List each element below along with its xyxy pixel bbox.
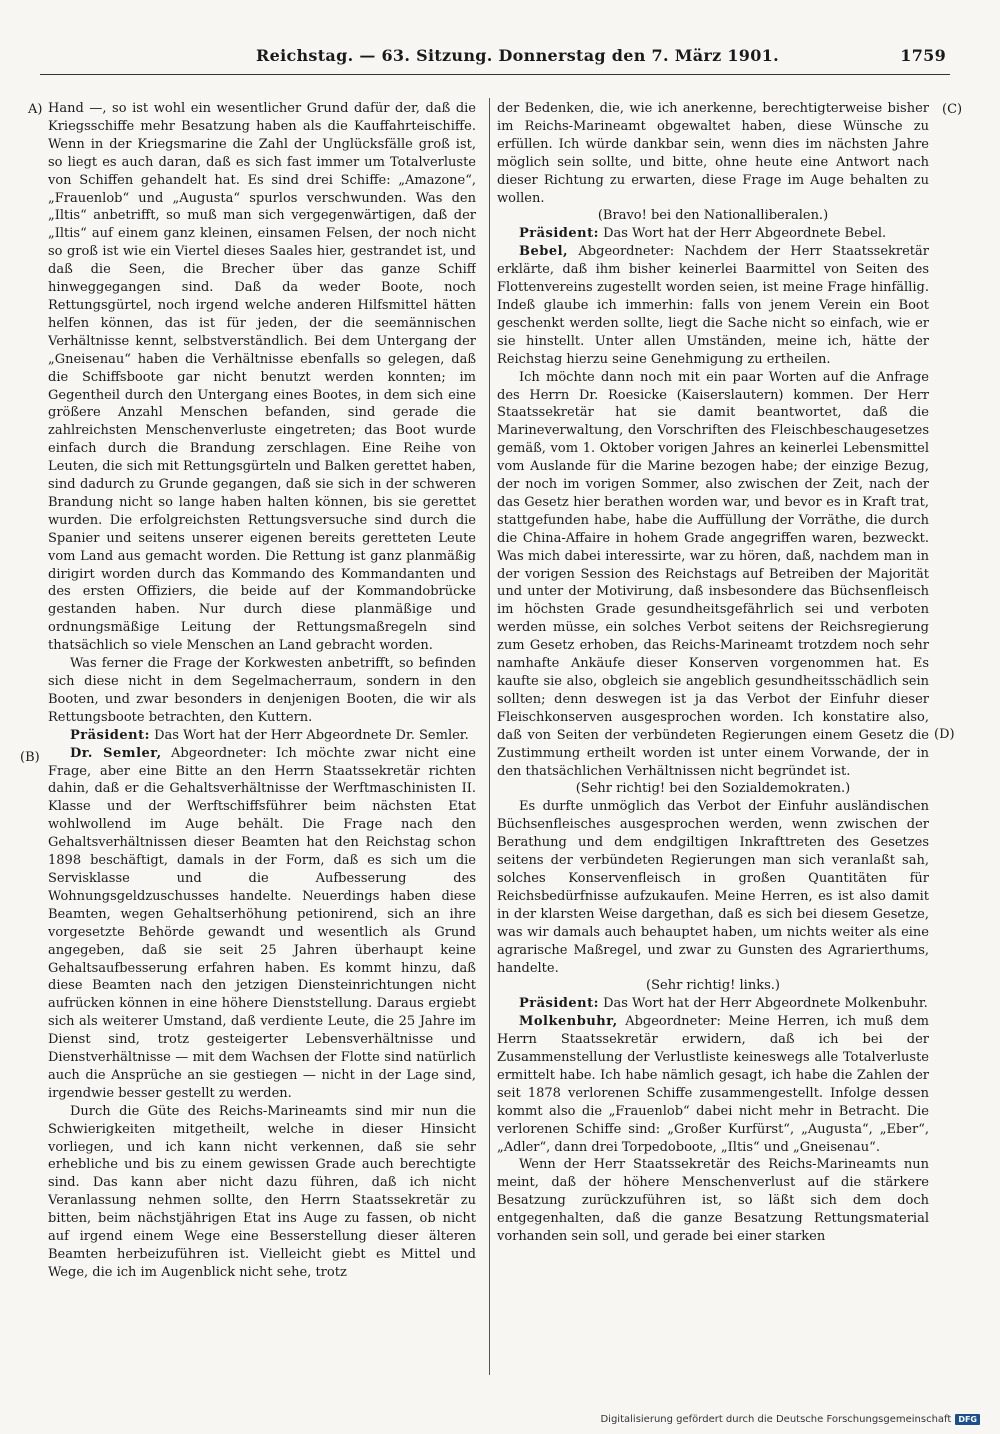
footer-text: Digitalisierung gefördert durch die Deutsche Forschungsgemeinschaft [600, 1413, 952, 1425]
speaker-name: Dr. Semler, [70, 745, 162, 761]
running-header [256, 46, 946, 68]
speech-text: Abgeordneter: Nachdem der Herr Staatssekretär erklärte, daß ihm bisher keinerlei Baarmittel von Seiten des Flottenvereins zugestellt worden seien, ist meine Frage hinfällig. Indeß glaube ich immerhin: falls von jenem Verein ein Boot geschenkt werden sollte, liegt die Sache nicht so einfach, wie er sie hinstellt. Unter allen Umständen, meine ich, hätte der Reichstag hierzu seine Genehmigung zu ertheilen. [497, 244, 929, 367]
dfg-logo-icon: DFG [955, 1414, 980, 1425]
paragraph: der Bedenken, die, wie ich anerkenne, berechtigterweise bisher im Reichs-Marineamt obgewaltet haben, diese Wünsche zu erfüllen. Ich würde dankbar sein, wenn dies im nächsten Jahre möglich sein sollte, und bitte, ohne heute eine Antwort nach dieser Richtung zu erwarten, diese Frage im Auge behalten zu wollen. [497, 101, 929, 206]
interjection: (Sehr richtig! bei den Sozialdemokraten.) [575, 781, 851, 797]
left-column [48, 100, 476, 1380]
column-divider [489, 98, 490, 1375]
speech-text: Abgeordneter: Ich möchte zwar nicht eine Frage, aber eine Bitte an den Herrn Staatssekretär richten dahin, daß er die Gehaltsverhältnisse der Werftmaschinisten II. Klasse und der Werftschiffsführer beim nächsten Etat wohlwollend im Auge behält. Die Frage nach den Gehaltsverhältnissen dieser Beamten hat den Reichstag schon 1898 beschäftigt, damals in der Form, daß es sich um die Servisklasse und die Aufbesserung des Wohnungsgeldzuschusses handelte. Neuerdings haben diese Beamten, wegen Gehaltserhöhung petionirend, sich an ihre vorgesetzte Behörde gewandt und wesentlich als Grund angegeben, daß sie seit 25 Jahren überhaupt keine Gehaltsaufbesserung erfahren haben. Es kommt hinzu, daß diese Beamten nach den jetzigen Diensteinrichtungen nicht aufrücken können in eine höhere Dienststellung. Daraus ergiebt sich als weiterer Umstand, daß verdiente Leute, die 25 Jahre im Dienst sind, trotz gesteigerter Lebensverhältnisse und Dienstverhältnisse — mit dem Wachsen der Flotte sind natürlich auch die Ansprüche an sie gestiegen — nicht in der Lage sind, irgendwie besser gestellt zu werden. [48, 745, 476, 1101]
margin-marker-a: A) [28, 102, 43, 117]
paragraph [497, 1013, 929, 1156]
margin-marker-c: (C) [942, 102, 963, 117]
paragraph: Ich möchte dann noch mit ein paar Worten auf die Anfrage des Herrn Dr. Roesicke (Kaiserslautern) kommen. Der Herr Staatssekretär hat sie damit beantwortet, daß die Marineverwaltung, den Vorschriften des Fleischbeschaugesetzes gemäß, vom 1. Oktober vorigen Jahres an keinerlei Lebensmittel vom Auslande für die Marine bezogen habe; der einzige Bezug, der noch im vorigen Sommer, also zwischen der Zeit, nach der das Gesetz hier berathen worden war, und bevor es in Kraft trat, stattgefunden habe, habe die Auffüllung der Vorräthe, die durch die China-Affaire in hohem Grade angegriffen waren, bezweckt. Was mich dabei interessirte, war zu hören, daß, nachdem man in der vorigen Session des Reichstags auf Betreiben der Majorität und unter der Motivirung, daß insbesondere das Büchsenfleisch im höchsten Grade gesundheitsgefährlich sei und verboten werden müsse, ein solches Verbot seitens der Reichsregierung zum Gesetz erhoben, das Reichs-Marineamt trotzdem noch sehr namhafte Ankäufe dieser Konserven vorgenommen hat. Es kaufte sie also, obgleich sie angeblich gesundheitsschädlich sein sollten; denn deswegen ist ja das Verbot der Einfuhr dieser Fleischkonserven ausgesprochen worden. Ich konstatire also, daß von Seiten der verbündeten Regierungen einem Gesetz die Zustimmung ertheilt worden ist unter einem Vorwande, der in den thatsächlichen Verhältnissen nicht begründet ist. [497, 369, 929, 779]
paragraph [497, 225, 929, 243]
margin-marker-b: (B) [20, 750, 40, 765]
paragraph [497, 243, 929, 368]
paragraph [48, 745, 476, 1103]
paragraph [48, 727, 476, 745]
speech-text: Abgeordneter: Meine Herren, ich muß dem Herrn Staatssekretär erwidern, daß ich bei der Zusammenstellung der Verlustliste keineswegs alle Totalverluste ermittelt habe. Ich habe nämlich gesagt, ich habe die Zahlen der seit 1878 verlorenen Schiffe zusammengestellt. Infolge dessen kommt also die „Frauenlob“ dabei nicht mehr in Betracht. Die verlorenen Schiffe sind: „Großer Kurfürst“, „Augusta“, „Eber“, „Adler“, dann drei Torpedoboote, „Iltis“ und „Gneisenau“. [497, 1014, 929, 1155]
header-rule [40, 74, 950, 75]
footer-credit [600, 1412, 980, 1426]
header-title: Reichstag. — 63. Sitzung. Donnerstag den 7. März 1901. [256, 46, 779, 65]
speaker-name: Präsident: [519, 996, 599, 1012]
paragraph: Was ferner die Frage der Korkwesten anbetrifft, so befinden sich diese nicht in dem Segelmacherraum, sondern in den Booten, und zwar besonders in denjenigen Booten, die wir als Rettungsboote betrachten, den Kuttern. [48, 656, 476, 725]
paragraph: Es durfte unmöglich das Verbot der Einfuhr ausländischen Büchsenfleisches ausgesprochen werden, wenn zwischen der Berathung und dem endgiltigen Inkrafttreten des Gesetzes seitens der verbündeten Regierungen man sich veranlaßt sah, solches Konservenfleisch in großen Quantitäten für Reichsbedürfnisse aufzukaufen. Meine Herren, es ist also damit in der klarsten Weise dargethan, daß es sich bei diesem Gesetze, was wir damals auch behauptet haben, um nichts weiter als eine agrarische Maßregel, und zwar zu Gunsten des Agrarierthums, handelte. [497, 799, 929, 976]
paragraph: Wenn der Herr Staatssekretär des Reichs-Marineamts nun meint, daß der höhere Menschenverlust auf die stärkere Besatzung zurückzuführen ist, so läßt sich dem doch entgegenhalten, daß die ganze Besatzung Rettungsmaterial vorhanden sein soll, und gerade bei einer starken [497, 1157, 929, 1245]
speech-text: Das Wort hat der Herr Abgeordnete Molkenbuhr. [603, 996, 928, 1012]
speaker-name: Präsident: [519, 226, 599, 242]
speaker-name: Bebel, [519, 244, 569, 260]
margin-marker-d: (D) [934, 727, 955, 742]
paragraph: Hand —, so ist wohl ein wesentlicher Grund dafür der, daß die Kriegsschiffe mehr Besatzung haben als die Kauffahrteischiffe. Wenn in der Kriegsmarine die Zahl der Unglücksfälle groß ist, so liegt es auch daran, daß es sich fast immer um Totalverluste von Schiffen gehandelt hat. Es sind drei Schiffe: „Amazone“, „Frauenlob“ und „Augusta“ spurlos verschwunden. Was den „Iltis“ anbetrifft, so muß man sich vergegenwärtigen, daß der „Iltis“ auf einem ganz kleinen, einsamen Felsen, der noch nicht so groß ist wie ein Viertel dieses Saales hier, gestrandet ist, und daß die Seen, die Brecher über das ganze Schiff hinweggegangen sind. Daß da weder Boote, noch Rettungsgürtel, noch irgend welche anderen Hilfsmittel hätten helfen können, das ist für jeden, der die seemännischen Verhältnisse kennt, selbstverständlich. Bei dem Untergang der „Gneisenau“ haben die Verhältnisse ebenfalls so gelegen, daß die Schiffsboote gar nicht benutzt werden konnten; im Gegentheil durch den Untergang eines Bootes, in dem sich eine größere Anzahl Menschen befanden, sind gerade die zahlreichsten Menschenverluste eingetreten; das Boot wurde einfach durch die Brandung zerschlagen. Eine Reihe von Leuten, die sich mit Rettungsgürteln und Balken gerettet haben, sind dadurch zu Grunde gegangen, daß sie sich in der schweren Brandung nicht so lange haben halten können, bis sie gerettet wurden. Die erfolgreichsten Rettungsversuche sind durch die Spanier und seitens unserer eigenen bereits geretteten Leute vom Land aus gemacht worden. Die Rettung ist ganz planmäßig dirigirt worden durch das Kommando des Kommandanten und des ersten Offiziers, die beide auf der Kommandobrücke gestanden haben. Nur durch diese planmäßige und ordnungsmäßige Leitung der Rettungsmaßregeln sind thatsächlich so viele Menschen an Land gebracht worden. [48, 101, 476, 654]
speaker-name: Präsident: [70, 727, 150, 743]
speech-text: Das Wort hat der Herr Abgeordnete Dr. Semler. [154, 727, 469, 743]
page-number: 1759 [900, 46, 946, 65]
speaker-name: Molkenbuhr, [519, 1014, 618, 1030]
interjection: (Sehr richtig! links.) [646, 978, 780, 994]
paragraph [497, 995, 929, 1013]
speech-text: Das Wort hat der Herr Abgeordnete Bebel. [603, 226, 887, 242]
paragraph: Durch die Güte des Reichs-Marineamts sind mir nun die Schwierigkeiten mitgetheilt, welche in dieser Hinsicht vorliegen, und ich kann nicht verkennen, daß sie sehr erhebliche und bis zu einem gewissen Grade auch berechtigte sind. Das kann aber nicht dazu führen, daß ich nicht Veranlassung nehmen sollte, den Herrn Staatssekretär zu bitten, beim nächstjährigen Etat ins Auge zu fassen, ob nicht auf irgend einem Wege eine Besserstellung dieser älteren Beamten herbeizuführen ist. Vielleicht giebt es Mittel und Wege, die ich im Augenblick nicht sehe, trotz [48, 1103, 476, 1280]
right-column [497, 100, 929, 1380]
interjection: (Bravo! bei den Nationalliberalen.) [597, 208, 829, 224]
